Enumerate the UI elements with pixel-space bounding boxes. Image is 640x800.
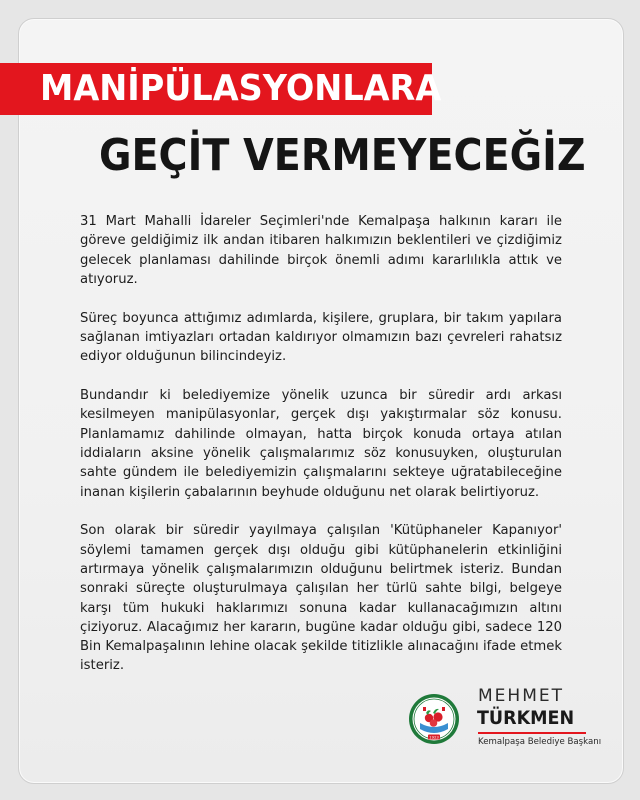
paragraph: Süreç boyunca attığımız adımlarda, kişilere, gruplara, bir takım yapılara sağlanan imtiyazları ortadan kaldırıyor olmamızın bazı çevreleri rahatsız ediyor olduğunun bilincindeyiz. <box>80 310 562 365</box>
statement-body <box>80 212 562 695</box>
signature-role: Kemalpaşa Belediye Başkanı <box>478 737 602 747</box>
paragraph: 31 Mart Mahalli İdareler Seçimleri'nde Kemalpaşa halkının kararı ile göreve geldiğimiz ilk andan itibaren halkımızın beklentileri ve çizdiğimiz gelecek planlaması dahilinde birçok önemli adımı kararlılıkla attık ve atıyoruz. <box>80 214 562 287</box>
signature-divider <box>478 732 586 734</box>
kemalpasa-municipality-seal-icon <box>408 693 460 745</box>
title-line-2: GEÇİT VERMEYECEĞİZ <box>99 130 586 181</box>
paragraph: Son olarak bir süredir yayılmaya çalışılan 'Kütüphaneler Kapanıyor' söylemi tamamen gerçek dışı olduğu gibi kütüphanelerin etkinliğini artırmaya yönelik çalışmalarımızın olduğunu belirtmek isteriz. Bundan sonraki süreçte oluşturulmaya çalışılan her türlü sahte bilgi, belgeye karşı tüm hukuki haklarımızı sonuna kadar kullanacağımızın altını çiziyoruz. Alacağımız her kararın, bugüne kadar olduğu gibi, sadece 120 Bin Kemalpaşalının lehine olacak şekilde titizlikle alınacağını ifade etmek isteriz. <box>80 523 562 674</box>
signature-last-name: TÜRKMEN <box>477 707 575 729</box>
signature-first-name: MEHMET <box>478 686 564 706</box>
svg-text:1923: 1923 <box>429 734 439 740</box>
title-line-1: MANİPÜLASYONLARA <box>40 68 442 109</box>
paragraph: Bundandır ki belediyemize yönelik uzunca bir süredir ardı arkası kesilmeyen manipülasyonlar, gerçek dışı yakıştırmalar söz konusu. Planlamamız dahilinde olmayan, hatta birçok konuda ortaya atılan iddiaların aksine yönelik çalışmalarımız söz konusuyken, oluşturulan sahte gündem ile belediyemizin çalışmalarını sekteye uğratabileceğine inanan kişilerin çabalarının beyhude olduğunu net olarak belirtiyoruz. <box>80 388 562 500</box>
